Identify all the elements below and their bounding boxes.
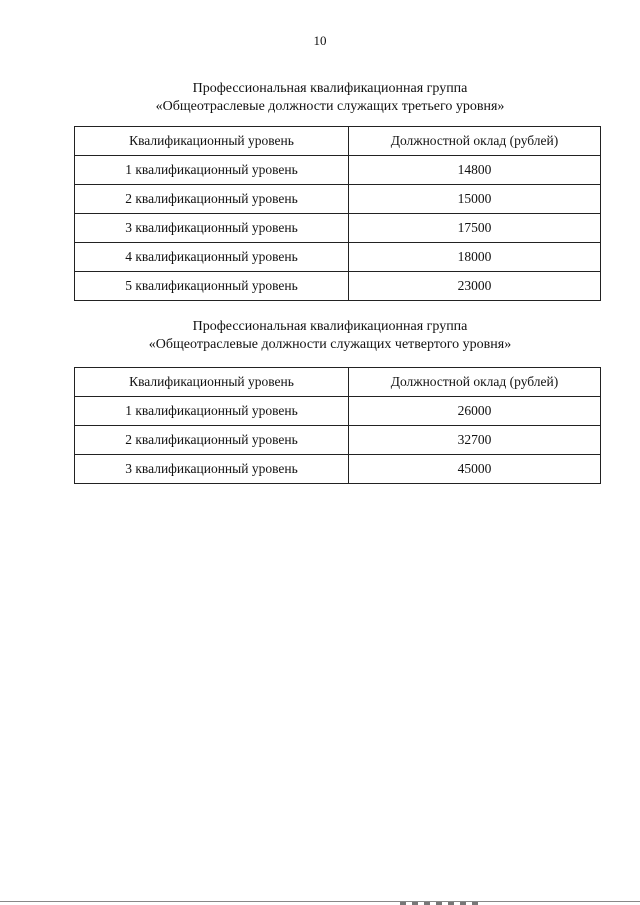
level-cell: 1 квалификационный уровень xyxy=(75,397,349,426)
level-cell: 2 квалификационный уровень xyxy=(75,426,349,455)
page-number: 10 xyxy=(313,33,327,48)
table-row xyxy=(75,272,601,301)
salary-cell: 45000 xyxy=(349,455,601,484)
group-title-fourth-level xyxy=(60,318,600,354)
level-cell: 5 квалификационный уровень xyxy=(75,272,349,301)
table-row xyxy=(75,455,601,484)
salary-cell: 17500 xyxy=(349,214,601,243)
table-row xyxy=(75,426,601,455)
salary-cell: 15000 xyxy=(349,185,601,214)
level-cell: 3 квалификационный уровень xyxy=(75,455,349,484)
table-row xyxy=(75,156,601,185)
level-cell: 1 квалификационный уровень xyxy=(75,156,349,185)
group-title-line2: «Общеотраслевые должности служащих третьего уровня» xyxy=(155,99,505,114)
table-row xyxy=(75,243,601,272)
level-cell: 3 квалификационный уровень xyxy=(75,214,349,243)
salary-cell: 18000 xyxy=(349,243,601,272)
table-row xyxy=(75,214,601,243)
salary-cell: 26000 xyxy=(349,397,601,426)
group-title-line2: «Общеотраслевые должности служащих четвертого уровня» xyxy=(148,337,512,352)
level-cell: 2 квалификационный уровень xyxy=(75,185,349,214)
table-row xyxy=(75,185,601,214)
group-title-line1: Профессиональная квалификационная группа xyxy=(192,81,468,96)
header-salary: Должностной оклад (рублей) xyxy=(349,368,601,397)
table-header-row xyxy=(75,127,601,156)
group-title-third-level xyxy=(60,80,600,116)
salary-table-fourth-level xyxy=(74,367,601,484)
salary-cell: 14800 xyxy=(349,156,601,185)
salary-cell: 23000 xyxy=(349,272,601,301)
header-salary: Должностной оклад (рублей) xyxy=(349,127,601,156)
salary-cell: 32700 xyxy=(349,426,601,455)
group-title-line1: Профессиональная квалификационная группа xyxy=(192,319,468,334)
salary-table-third-level xyxy=(74,126,601,301)
table-header-row xyxy=(75,368,601,397)
table-row xyxy=(75,397,601,426)
header-level: Квалификационный уровень xyxy=(75,127,349,156)
level-cell: 4 квалификационный уровень xyxy=(75,243,349,272)
header-level: Квалификационный уровень xyxy=(75,368,349,397)
footer-divider xyxy=(0,901,640,902)
